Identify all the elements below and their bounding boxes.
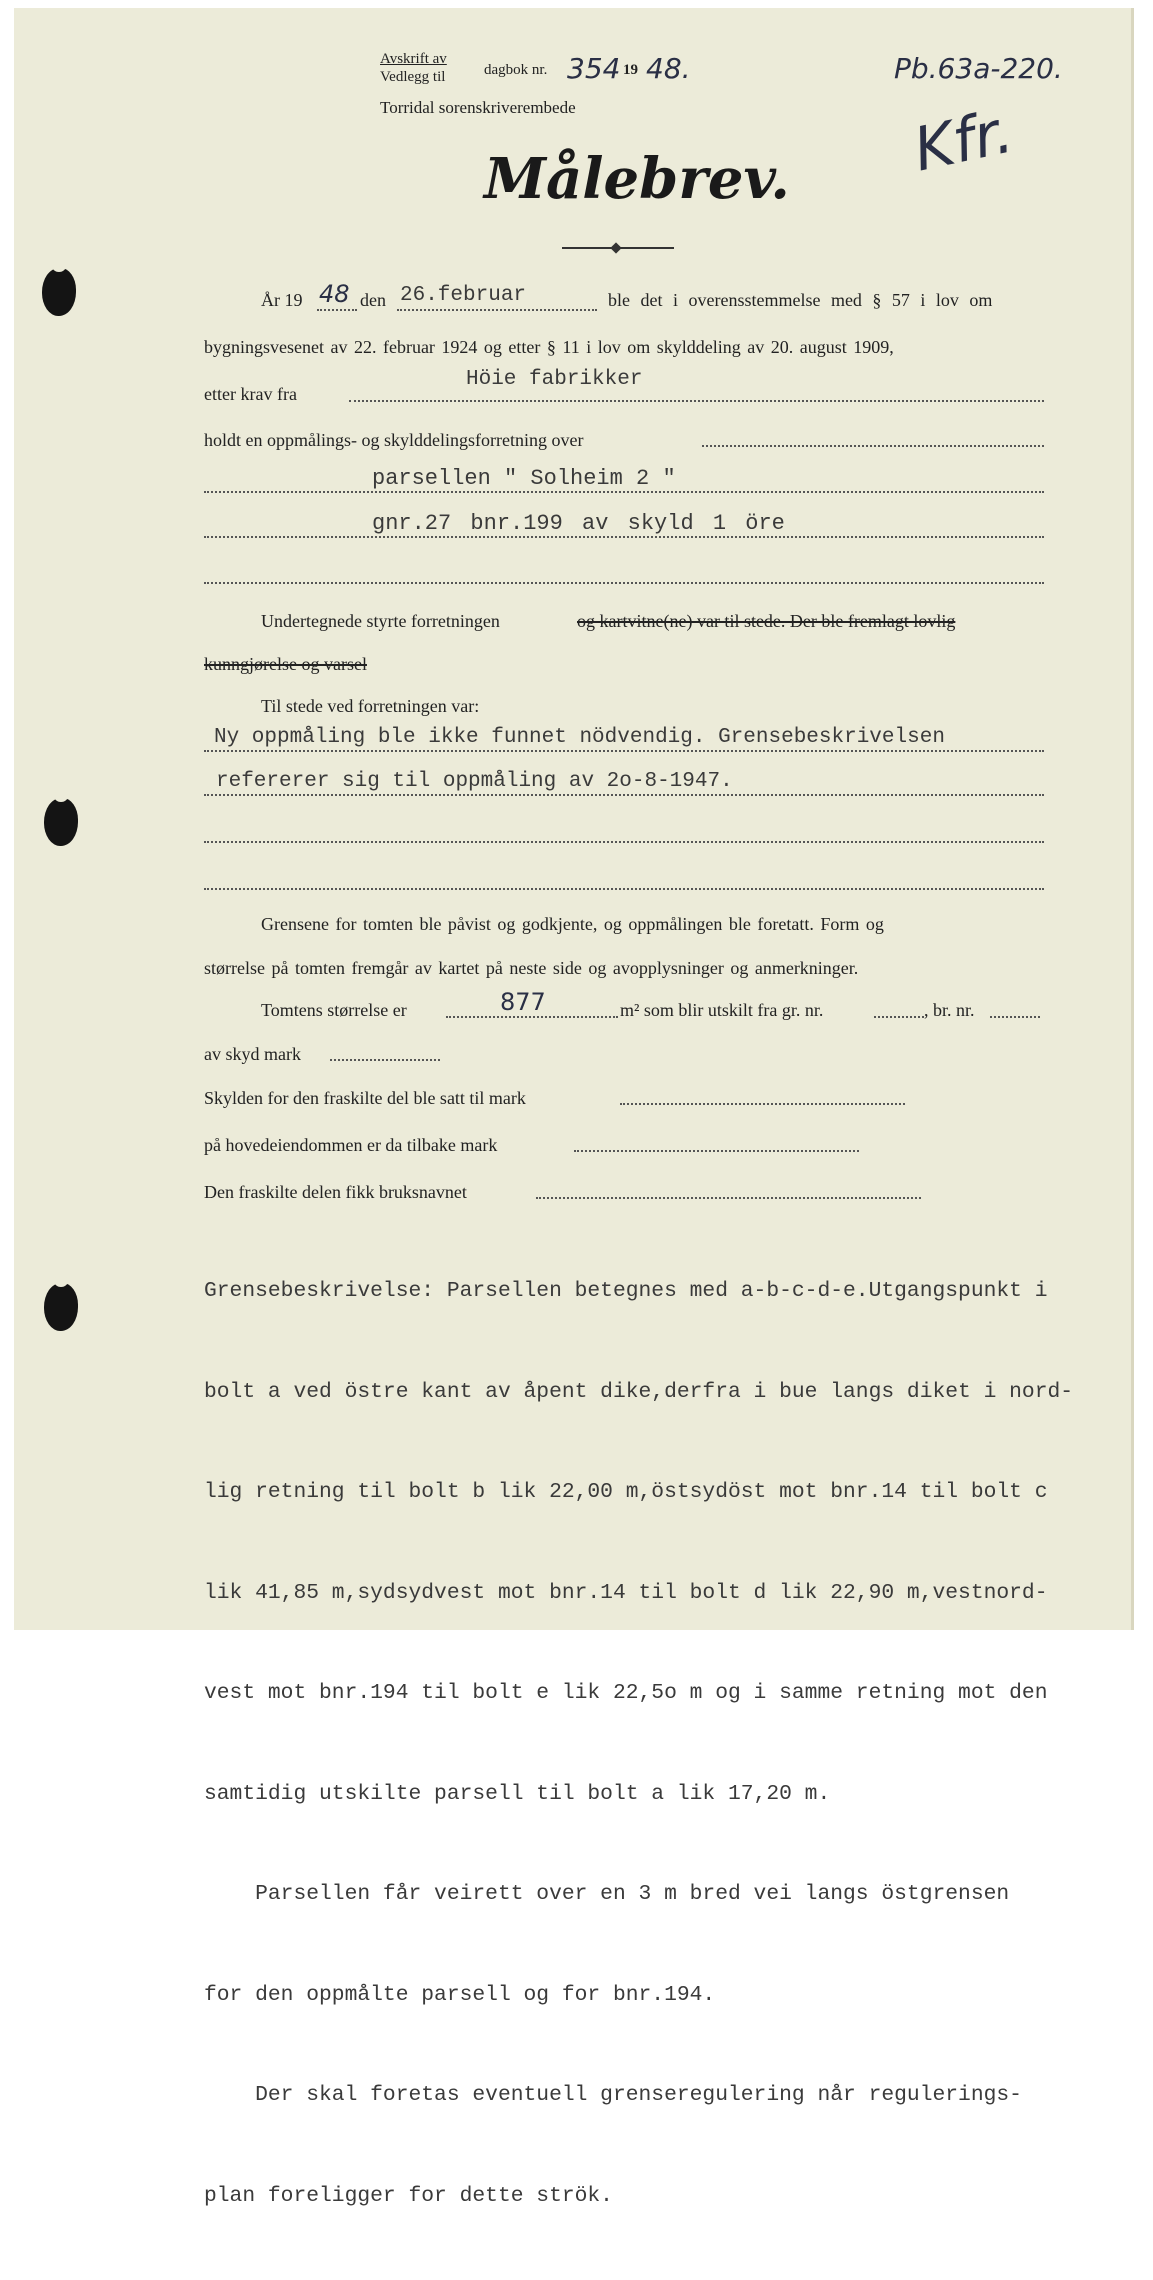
den-label: den: [360, 290, 386, 310]
parcel-dotted-line2: [204, 536, 1044, 538]
krav-value: Höie fabrikker: [466, 368, 643, 391]
bruksnavn-label: Den fraskilte delen fikk bruksnavnet: [204, 1182, 467, 1202]
hoved-dotted-line: [574, 1150, 859, 1152]
blank-dotted-line3: [204, 888, 1044, 890]
ar-label: År 19: [261, 290, 303, 310]
dagbok-label: dagbok nr.: [484, 62, 548, 78]
tomt-unit: m² som blir utskilt fra gr. nr.: [620, 1000, 824, 1020]
parcel-line1: parsellen " Solheim 2 ": [372, 466, 676, 491]
title-ornament: [562, 244, 674, 252]
punch-hole-bottom: [44, 1283, 78, 1331]
office-name: Torridal sorenskriverembede: [380, 98, 576, 117]
header-stamp: [380, 50, 447, 86]
year-handwritten: 48.: [646, 52, 691, 85]
description-line: Grensebeskrivelse: Parsellen betegnes med a-b-c-d-e.Utgangspunkt i: [204, 1279, 1048, 1303]
date-dotted-line: [397, 309, 597, 311]
intro-line2: bygningsvesenet av 22. februar 1924 og etter § 11 i lov om skylddeling av 20. august 1909,: [204, 337, 894, 357]
tomt-dotted-line: [446, 1016, 618, 1018]
initials-signature: Kfr.: [907, 96, 1019, 186]
tomt-value: 877: [500, 988, 546, 1016]
document-title: Målebrev.: [484, 146, 790, 212]
vedlegg-label: Vedlegg til: [380, 69, 446, 85]
bruksnavn-dotted-line: [536, 1197, 921, 1199]
gr-nr-dotted-line: [874, 1016, 924, 1018]
skyld-dotted-line: [330, 1059, 440, 1061]
boundary-description: [204, 1208, 1073, 2280]
intro-date: 26.februar: [400, 284, 527, 307]
struck-witness-text: og kartvitne(ne) var til stede. Der ble fremlagt lovlig: [577, 611, 956, 631]
punch-hole-middle: [44, 798, 78, 846]
undertegnede-text: Undertegnede styrte forretningen: [261, 611, 500, 631]
krav-dotted-line: [349, 400, 1044, 402]
tomt-label: Tomtens størrelse er: [261, 1000, 407, 1020]
grensene-line2: størrelse på tomten fremgår av kartet på neste side og avopplysninger og anmerkninger.: [204, 958, 859, 978]
intro-line1-rest: ble det i overensstemmelse med § 57 i lov om: [608, 290, 993, 310]
blank-dotted-line2: [204, 841, 1044, 843]
skylden-dotted-line: [620, 1103, 905, 1105]
skyld-label: av skyd mark: [204, 1044, 301, 1064]
til-stede-line2: refererer sig til oppmåling av 2o-8-1947.: [216, 770, 733, 793]
til-stede-label: Til stede ved forretningen var:: [261, 696, 480, 716]
description-line: vest mot bnr.194 til bolt e lik 22,5o m og i samme retning mot den: [204, 1681, 1048, 1705]
dagbok-number: 354: [567, 52, 621, 85]
description-line: plan foreligger for dette strök.: [204, 2183, 613, 2208]
description-line: for den oppmålte parsell og for bnr.194.: [204, 1982, 716, 2007]
grensene-line1: Grensene for tomten ble påvist og godkjente, og oppmålingen ble foretatt. Form og: [261, 914, 884, 934]
document-page: [14, 8, 1134, 2208]
description-line: Parsellen får veirett over en 3 m bred vei langs östgrensen: [204, 1882, 1010, 1906]
struck-notice-text: kunngjørelse og varsel: [204, 654, 367, 674]
krav-label: etter krav fra: [204, 384, 297, 404]
holdt-label: holdt en oppmålings- og skylddelingsforretning over: [204, 430, 584, 450]
br-label: , br. nr.: [924, 1000, 975, 1020]
description-line: lig retning til bolt b lik 22,00 m,östsydöst mot bnr.14 til bolt c: [204, 1480, 1048, 1504]
description-line: Der skal foretas eventuell grenseregulering når regulerings-: [204, 2083, 1022, 2107]
hoved-label: på hovedeiendommen er da tilbake mark: [204, 1135, 498, 1155]
punch-hole-top: [42, 268, 76, 316]
year-prefix: 19: [623, 62, 638, 78]
skylden-label: Skylden for den fraskilte del ble satt til mark: [204, 1088, 526, 1108]
holdt-dotted-line: [702, 445, 1044, 447]
description-line: bolt a ved östre kant av åpent dike,derfra i bue langs diket i nord-: [204, 1379, 1074, 1404]
avskrift-label: Avskrift av: [380, 51, 447, 67]
til-stede-dotted-line1: [204, 750, 1044, 752]
til-stede-line1: Ny oppmåling ble ikke funnet nödvendig. Grensebeskrivelsen: [214, 726, 945, 749]
reference-note: Pb.63a-220.: [894, 52, 1063, 85]
parcel-dotted-line1: [204, 491, 1044, 493]
til-stede-dotted-line2: [204, 794, 1044, 796]
year-dotted-line: [317, 309, 357, 311]
br-nr-dotted-line: [990, 1016, 1040, 1018]
intro-year: 48: [319, 280, 350, 308]
description-line: samtidig utskilte parsell til bolt a lik 17,20 m.: [204, 1781, 831, 1806]
description-line: lik 41,85 m,sydsydvest mot bnr.14 til bolt d lik 22,90 m,vestnord-: [204, 1580, 1048, 1605]
blank-dotted-line1: [204, 582, 1044, 584]
parcel-line2: gnr.27 bnr.199 av skyld 1 öre: [372, 511, 785, 536]
